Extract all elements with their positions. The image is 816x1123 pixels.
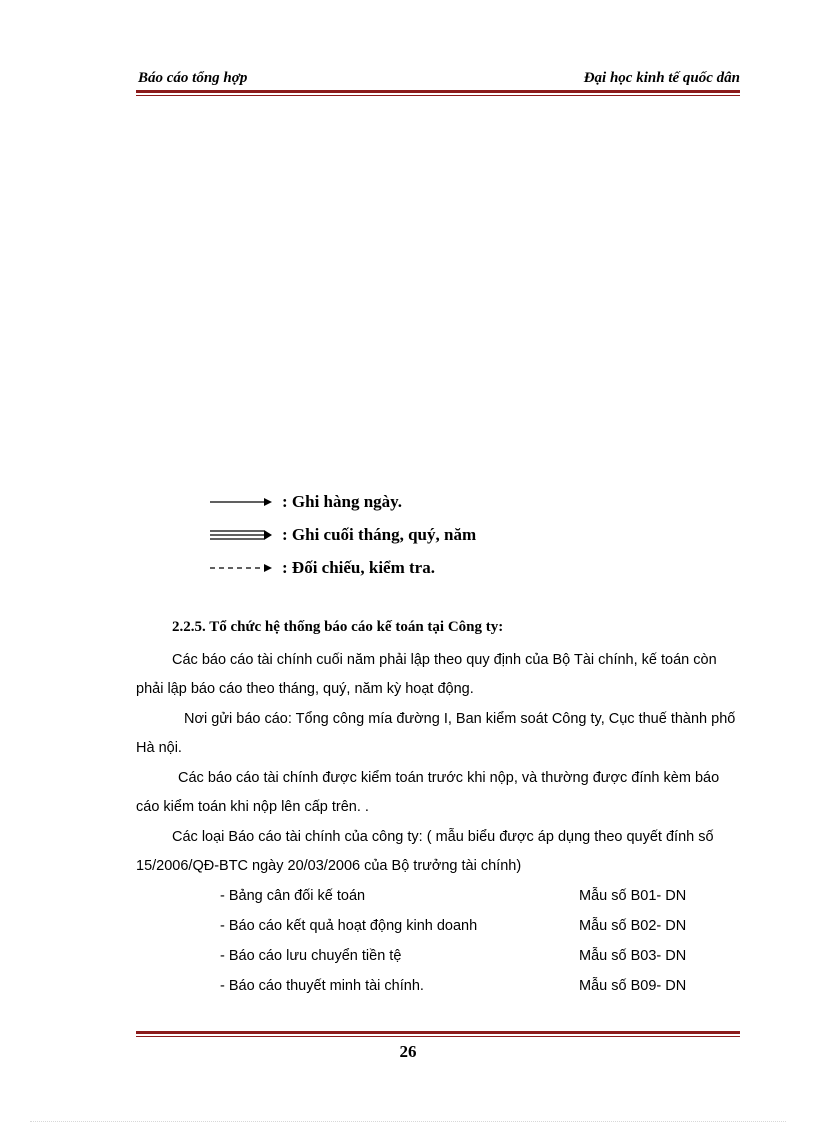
legend-label-periodic: : Ghi cuối tháng, quý, năm — [282, 525, 477, 544]
solid-arrow-icon — [208, 494, 272, 510]
report-list — [220, 881, 720, 1001]
report-form: Mẫu số B03- DN — [579, 948, 687, 964]
header-right-title: Đại học kinh tế quốc dân — [583, 70, 740, 86]
legend-item-check — [208, 558, 435, 578]
report-name: - Báo cáo lưu chuyển tiền tệ — [220, 948, 402, 964]
list-item — [220, 971, 720, 1001]
page-edge-divider — [30, 1121, 786, 1122]
legend-item-daily — [208, 492, 402, 512]
report-form: Mẫu số B02- DN — [579, 918, 687, 934]
legend-item-periodic — [208, 525, 476, 545]
list-item — [220, 911, 720, 941]
report-name: - Báo cáo thuyết minh tài chính. — [220, 978, 424, 994]
header-rule — [136, 90, 740, 96]
section-title: 2.2.5. Tổ chức hệ thống báo cáo kế toán tại Công ty: — [172, 619, 504, 635]
double-arrow-icon — [208, 526, 272, 544]
page-number: 26 — [399, 1042, 417, 1061]
report-form: Mẫu số B01- DN — [579, 888, 687, 904]
header-left-title: Báo cáo tổng hợp — [138, 70, 248, 86]
footer-rule — [136, 1031, 740, 1037]
dashed-arrow-icon — [208, 560, 272, 576]
list-item — [220, 941, 720, 971]
report-name: - Bảng cân đối kế toán — [220, 888, 366, 904]
legend-label-daily: : Ghi hàng ngày. — [282, 492, 402, 511]
report-form: Mẫu số B09- DN — [579, 978, 687, 994]
list-item — [220, 881, 720, 911]
paragraph-4: Các loại Báo cáo tài chính của công ty: ( mẫu biểu được áp dụng theo quyết đính số 15/2006/QĐ-BTC ngày 20/03/2006 của Bộ trưởng tài chính) — [136, 829, 714, 874]
paragraph-3: Các báo cáo tài chính được kiểm toán trước khi nộp, và thường được đính kèm báo cáo kiểm toán khi nộp lên cấp trên. . — [136, 770, 720, 815]
paragraph-1: Các báo cáo tài chính cuối năm phải lập theo quy định của Bộ Tài chính, kế toán còn phải lập báo cáo theo tháng, quý, năm kỳ hoạt động. — [136, 652, 717, 697]
legend-label-check: : Đối chiếu, kiểm tra. — [282, 558, 435, 577]
paragraph-2: Nơi gửi báo cáo: Tổng công mía đường I, Ban kiểm soát Công ty, Cục thuế thành phố Hà nội. — [136, 711, 736, 756]
report-name: - Báo cáo kết quả hoạt động kinh doanh — [220, 918, 478, 934]
